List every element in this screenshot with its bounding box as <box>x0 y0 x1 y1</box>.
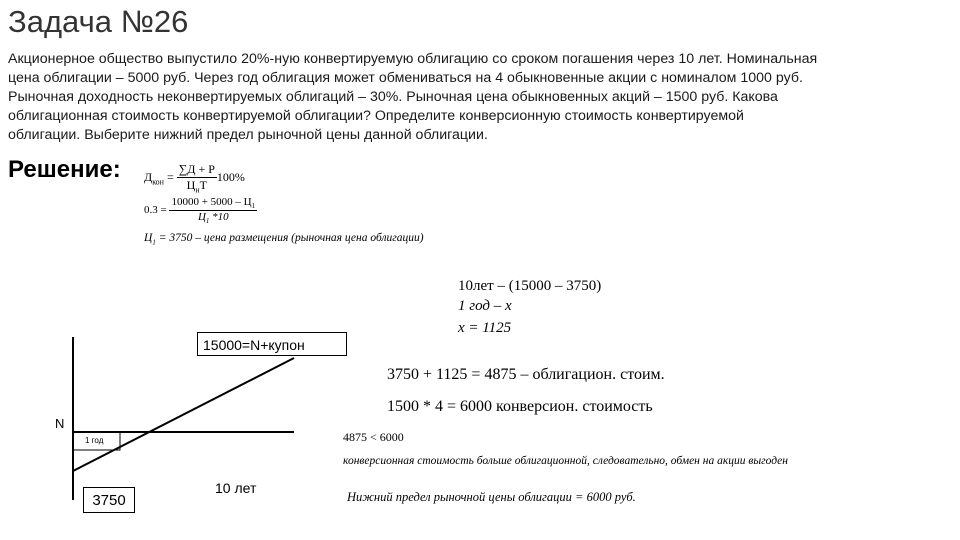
formula-placement-lhs-sub: 1 <box>152 238 156 247</box>
formula-yield-lhs-sub: кон <box>152 177 164 187</box>
diagram-top-label: 15000=N+купон <box>197 332 347 356</box>
formula-equation-den-sub: 1 <box>205 217 210 226</box>
formula-placement-rest: = 3750 – цена размещения (рыночная цена облигации) <box>155 232 424 244</box>
formula-yield-numerator: ∑Д + Р <box>178 162 215 176</box>
formula-yield-eq: = <box>163 169 177 184</box>
solution-heading: Решение: <box>8 156 121 183</box>
formula-lower-limit: Нижний предел рыночной цены облигации = 6000 руб. <box>347 490 636 504</box>
formula-yield-tail: 100% <box>216 169 245 184</box>
problem-line: цена облигации – 5000 руб. Через год облигация может обмениваться на 4 обыкновенные акции с номиналом 1000 руб. <box>8 70 803 86</box>
formula-equation-lhs: 0.3 = <box>144 204 170 217</box>
diagram-bottom-label: 3750 <box>83 487 135 513</box>
formula-equation-den-text: Ц <box>197 211 206 224</box>
problem-line: Рыночная доходность неконвертируемых облигаций – 30%. Рыночная цена обыкновенных акций – 1500 руб. Какова <box>8 89 778 105</box>
slide-title: Задача №26 <box>8 4 189 39</box>
formula-yield-lhs: Д <box>144 169 153 184</box>
diagram-growth-line <box>73 358 294 471</box>
formula-placement-lhs: Ц <box>144 232 153 244</box>
formula-yield-den-a: Ц <box>186 178 196 192</box>
problem-line: Акционерное общество выпустило 20%-ную конвертируемую облигацию со сроком погашения через 10 лет. Номинальная <box>8 51 818 67</box>
problem-line: облигационная стоимость конвертируемой облигации? Определите конверсионную стоимость конвертируемой <box>8 108 744 124</box>
formula-yield-den-sub: н <box>195 185 200 195</box>
formula-equation-num-text: 10000 + 5000 – Ц <box>171 196 252 208</box>
formula-conversion-value: 1500 * 4 = 6000 конверсион. стоимость <box>387 398 653 415</box>
formula-equation-den-tail: *10 <box>209 211 229 224</box>
formula-ten-years: 10лет – (15000 – 3750) <box>458 278 602 294</box>
diagram-n-label: N <box>55 416 65 431</box>
formula-one-year: 1 год – x <box>458 298 512 314</box>
formula-conclusion: конверсионная стоимость больше облигационной, следовательно, обмен на акции выгоден <box>343 455 788 467</box>
formula-equation-num-sub: 1 <box>251 202 256 211</box>
diagram-year-label: 1 год <box>85 436 104 445</box>
formula-compare: 4875 < 6000 <box>343 430 404 444</box>
diagram-years-label: 10 лет <box>215 480 257 496</box>
formula-yield-den-b: Т <box>199 178 207 192</box>
problem-line: облигации. Выберите нижний предел рыночной цены данной облигации. <box>8 127 488 143</box>
formula-bond-value: 3750 + 1125 = 4875 – облигацион. стоим. <box>387 366 665 383</box>
formula-x-value: x = 1125 <box>458 320 512 336</box>
